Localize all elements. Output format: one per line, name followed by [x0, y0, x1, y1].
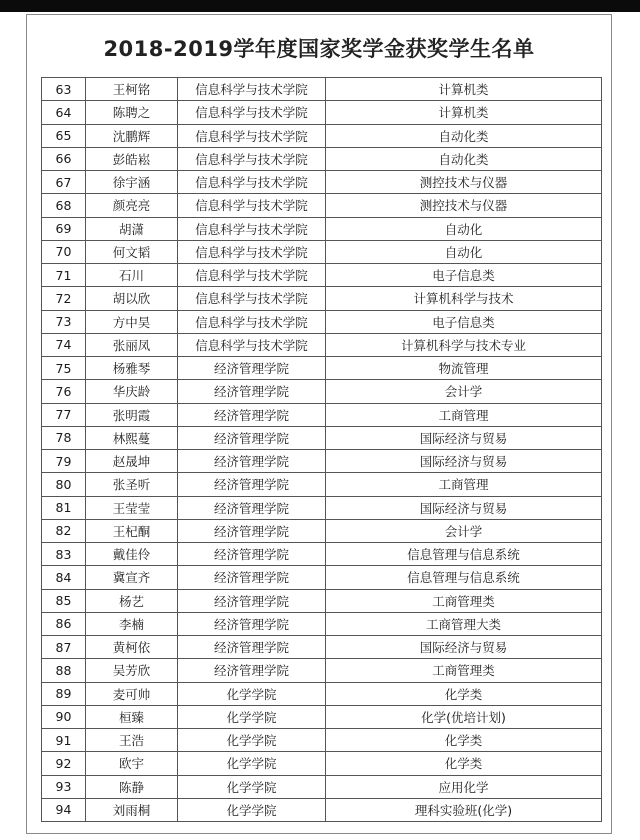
major-cell: 会计学 — [326, 380, 602, 403]
row-number-cell: 77 — [42, 403, 86, 426]
table-row — [42, 612, 602, 635]
row-number-cell: 70 — [42, 240, 86, 263]
row-number-cell: 87 — [42, 636, 86, 659]
major-cell: 工商管理类 — [326, 589, 602, 612]
student-name-cell: 桓臻 — [86, 705, 178, 728]
student-name-cell: 赵晟坤 — [86, 450, 178, 473]
college-cell: 信息科学与技术学院 — [178, 310, 326, 333]
student-name-cell: 石川 — [86, 264, 178, 287]
student-name-cell: 张圣听 — [86, 473, 178, 496]
college-cell: 信息科学与技术学院 — [178, 78, 326, 101]
college-cell: 经济管理学院 — [178, 403, 326, 426]
major-cell: 物流管理 — [326, 357, 602, 380]
major-cell: 化学(优培计划) — [326, 705, 602, 728]
student-name-cell: 吴芳欣 — [86, 659, 178, 682]
student-name-cell: 颜亮亮 — [86, 194, 178, 217]
table-row — [42, 705, 602, 728]
student-name-cell: 杨艺 — [86, 589, 178, 612]
row-number-cell: 92 — [42, 752, 86, 775]
row-number-cell: 72 — [42, 287, 86, 310]
top-bar — [0, 0, 640, 12]
major-cell: 化学类 — [326, 682, 602, 705]
table-row — [42, 310, 602, 333]
row-number-cell: 94 — [42, 798, 86, 821]
student-name-cell: 陈静 — [86, 775, 178, 798]
major-cell: 化学类 — [326, 729, 602, 752]
major-cell: 自动化类 — [326, 147, 602, 170]
row-number-cell: 68 — [42, 194, 86, 217]
table-row — [42, 496, 602, 519]
college-cell: 化学学院 — [178, 729, 326, 752]
row-number-cell: 80 — [42, 473, 86, 496]
college-cell: 信息科学与技术学院 — [178, 333, 326, 356]
row-number-cell: 63 — [42, 78, 86, 101]
major-cell: 信息管理与信息系统 — [326, 566, 602, 589]
college-cell: 信息科学与技术学院 — [178, 287, 326, 310]
college-cell: 化学学院 — [178, 705, 326, 728]
college-cell: 信息科学与技术学院 — [178, 171, 326, 194]
college-cell: 经济管理学院 — [178, 543, 326, 566]
college-cell: 经济管理学院 — [178, 566, 326, 589]
college-cell: 化学学院 — [178, 752, 326, 775]
college-cell: 经济管理学院 — [178, 519, 326, 542]
major-cell: 电子信息类 — [326, 264, 602, 287]
college-cell: 经济管理学院 — [178, 612, 326, 635]
table-row — [42, 752, 602, 775]
student-name-cell: 黄柯依 — [86, 636, 178, 659]
student-name-cell: 李楠 — [86, 612, 178, 635]
table-row — [42, 636, 602, 659]
table-row — [42, 543, 602, 566]
major-cell: 工商管理类 — [326, 659, 602, 682]
row-number-cell: 75 — [42, 357, 86, 380]
row-number-cell: 78 — [42, 426, 86, 449]
major-cell: 自动化类 — [326, 124, 602, 147]
row-number-cell: 84 — [42, 566, 86, 589]
row-number-cell: 88 — [42, 659, 86, 682]
table-row — [42, 775, 602, 798]
table-row — [42, 194, 602, 217]
college-cell: 化学学院 — [178, 775, 326, 798]
student-name-cell: 方中昊 — [86, 310, 178, 333]
table-row — [42, 217, 602, 240]
table-row — [42, 264, 602, 287]
student-name-cell: 胡以欣 — [86, 287, 178, 310]
college-cell: 经济管理学院 — [178, 426, 326, 449]
major-cell: 计算机科学与技术专业 — [326, 333, 602, 356]
student-name-cell: 王杞酮 — [86, 519, 178, 542]
row-number-cell: 66 — [42, 147, 86, 170]
table-row — [42, 682, 602, 705]
major-cell: 工商管理大类 — [326, 612, 602, 635]
table-row — [42, 101, 602, 124]
row-number-cell: 73 — [42, 310, 86, 333]
student-name-cell: 刘雨桐 — [86, 798, 178, 821]
student-name-cell: 张明霞 — [86, 403, 178, 426]
table-row — [42, 124, 602, 147]
college-cell: 化学学院 — [178, 682, 326, 705]
major-cell: 工商管理 — [326, 403, 602, 426]
row-number-cell: 89 — [42, 682, 86, 705]
table-row — [42, 171, 602, 194]
college-cell: 化学学院 — [178, 798, 326, 821]
row-number-cell: 85 — [42, 589, 86, 612]
table-row — [42, 519, 602, 542]
student-name-cell: 陈聘之 — [86, 101, 178, 124]
college-cell: 经济管理学院 — [178, 450, 326, 473]
row-number-cell: 81 — [42, 496, 86, 519]
table-row — [42, 798, 602, 821]
table-row — [42, 333, 602, 356]
table-row — [42, 380, 602, 403]
student-name-cell: 麦可帅 — [86, 682, 178, 705]
row-number-cell: 79 — [42, 450, 86, 473]
row-number-cell: 74 — [42, 333, 86, 356]
row-number-cell: 91 — [42, 729, 86, 752]
table-row — [42, 403, 602, 426]
table-row — [42, 729, 602, 752]
row-number-cell: 64 — [42, 101, 86, 124]
row-number-cell: 83 — [42, 543, 86, 566]
row-number-cell: 76 — [42, 380, 86, 403]
table-row — [42, 450, 602, 473]
major-cell: 自动化 — [326, 240, 602, 263]
student-name-cell: 华庆龄 — [86, 380, 178, 403]
college-cell: 经济管理学院 — [178, 357, 326, 380]
major-cell: 测控技术与仪器 — [326, 171, 602, 194]
table-row — [42, 147, 602, 170]
major-cell: 计算机科学与技术 — [326, 287, 602, 310]
student-name-cell: 彭皓崧 — [86, 147, 178, 170]
student-name-cell: 王莹莹 — [86, 496, 178, 519]
table-row — [42, 659, 602, 682]
student-name-cell: 徐宇涵 — [86, 171, 178, 194]
scholarship-table — [41, 77, 602, 822]
major-cell: 计算机类 — [326, 101, 602, 124]
college-cell: 经济管理学院 — [178, 496, 326, 519]
row-number-cell: 86 — [42, 612, 86, 635]
table-row — [42, 357, 602, 380]
table-row — [42, 473, 602, 496]
college-cell: 信息科学与技术学院 — [178, 240, 326, 263]
major-cell: 化学类 — [326, 752, 602, 775]
major-cell: 理科实验班(化学) — [326, 798, 602, 821]
student-name-cell: 王浩 — [86, 729, 178, 752]
college-cell: 信息科学与技术学院 — [178, 101, 326, 124]
table-row — [42, 426, 602, 449]
page-title: 2018-2019学年度国家奖学金获奖学生名单 — [103, 37, 535, 61]
table-row — [42, 240, 602, 263]
table-row — [42, 287, 602, 310]
row-number-cell: 82 — [42, 519, 86, 542]
college-cell: 信息科学与技术学院 — [178, 124, 326, 147]
major-cell: 计算机类 — [326, 78, 602, 101]
table-row — [42, 566, 602, 589]
college-cell: 经济管理学院 — [178, 589, 326, 612]
table-row — [42, 78, 602, 101]
college-cell: 经济管理学院 — [178, 659, 326, 682]
student-name-cell: 欧宇 — [86, 752, 178, 775]
college-cell: 信息科学与技术学院 — [178, 194, 326, 217]
row-number-cell: 90 — [42, 705, 86, 728]
row-number-cell: 93 — [42, 775, 86, 798]
student-name-cell: 戴佳伶 — [86, 543, 178, 566]
major-cell: 测控技术与仪器 — [326, 194, 602, 217]
student-name-cell: 杨雅琴 — [86, 357, 178, 380]
row-number-cell: 67 — [42, 171, 86, 194]
student-name-cell: 沈鹏辉 — [86, 124, 178, 147]
major-cell: 会计学 — [326, 519, 602, 542]
major-cell: 国际经济与贸易 — [326, 636, 602, 659]
major-cell: 国际经济与贸易 — [326, 450, 602, 473]
student-name-cell: 林熙蔓 — [86, 426, 178, 449]
student-name-cell: 王柯铭 — [86, 78, 178, 101]
college-cell: 经济管理学院 — [178, 473, 326, 496]
major-cell: 国际经济与贸易 — [326, 496, 602, 519]
document-page — [26, 14, 612, 834]
student-name-cell: 张丽凤 — [86, 333, 178, 356]
major-cell: 工商管理 — [326, 473, 602, 496]
college-cell: 经济管理学院 — [178, 636, 326, 659]
student-name-cell: 何文韬 — [86, 240, 178, 263]
major-cell: 信息管理与信息系统 — [326, 543, 602, 566]
major-cell: 国际经济与贸易 — [326, 426, 602, 449]
college-cell: 信息科学与技术学院 — [178, 264, 326, 287]
major-cell: 应用化学 — [326, 775, 602, 798]
college-cell: 信息科学与技术学院 — [178, 217, 326, 240]
major-cell: 电子信息类 — [326, 310, 602, 333]
student-name-cell: 胡潇 — [86, 217, 178, 240]
college-cell: 信息科学与技术学院 — [178, 147, 326, 170]
table-body — [42, 78, 602, 822]
student-name-cell: 冀宣齐 — [86, 566, 178, 589]
row-number-cell: 65 — [42, 124, 86, 147]
college-cell: 经济管理学院 — [178, 380, 326, 403]
table-row — [42, 589, 602, 612]
major-cell: 自动化 — [326, 217, 602, 240]
row-number-cell: 71 — [42, 264, 86, 287]
row-number-cell: 69 — [42, 217, 86, 240]
